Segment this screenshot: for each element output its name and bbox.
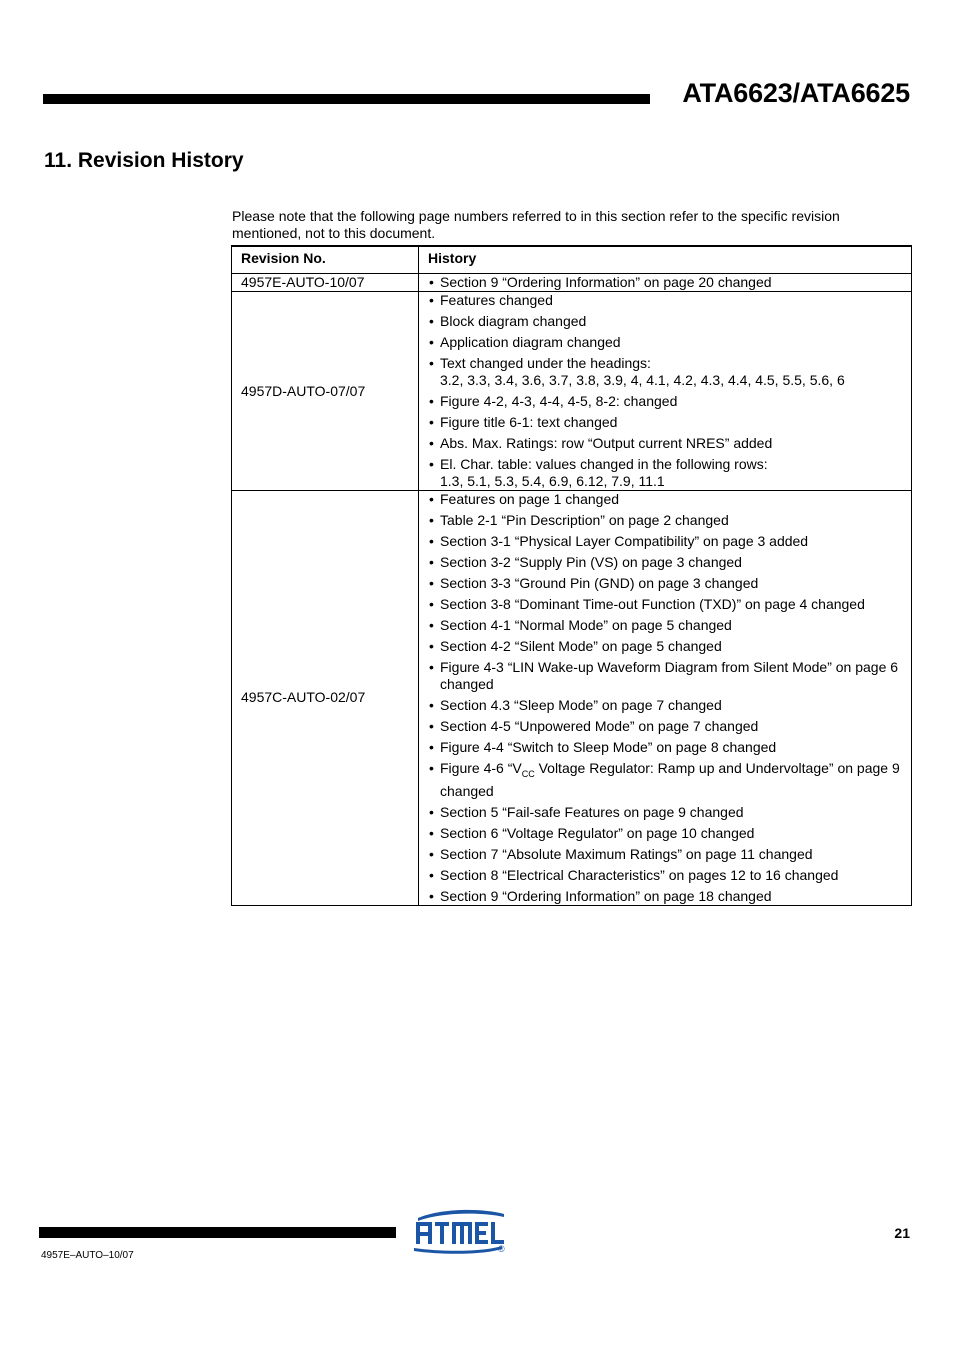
table-row <box>232 274 912 292</box>
list-item: • Section 9 “Ordering Information” on page 18 changed <box>428 888 902 905</box>
history-list <box>428 292 902 490</box>
intro-paragraph: Please note that the following page numbers referred to in this section refer to the specific revision mentioned, not to this document. <box>232 208 840 241</box>
revision-number-cell: 4957C-AUTO-02/07 <box>232 491 419 906</box>
list-item: • Section 3-8 “Dominant Time-out Function (TXD)” on page 4 changed <box>428 596 902 613</box>
list-item: • Figure 4-3 “LIN Wake-up Waveform Diagram from Silent Mode” on page 6 changed <box>428 659 902 693</box>
list-item: • Section 3-1 “Physical Layer Compatibility” on page 3 added <box>428 533 902 550</box>
column-header-history: History <box>419 246 912 274</box>
list-item: • Section 4-1 “Normal Mode” on page 5 changed <box>428 617 902 634</box>
column-header-revision: Revision No. <box>232 246 419 274</box>
atmel-logo <box>412 1208 510 1258</box>
history-cell <box>419 292 912 491</box>
list-item: • Application diagram changed <box>428 334 902 351</box>
logo-registered-mark: ® <box>498 1244 505 1254</box>
list-item: • Block diagram changed <box>428 313 902 330</box>
footer-rule <box>39 1227 396 1238</box>
list-item: • Figure title 6-1: text changed <box>428 414 902 431</box>
list-item: • Section 4.3 “Sleep Mode” on page 7 changed <box>428 697 902 714</box>
section-title: 11. Revision History <box>44 149 244 172</box>
list-item: • Figure 4-6 “$V_{CC}$ Voltage Regulator: Ramp up and Undervoltage” on page 9 changed <box>428 760 902 800</box>
list-item: • Section 5 “Fail-safe Features on page 9 changed <box>428 804 902 821</box>
list-item: • Figure 4-2, 4-3, 4-4, 4-5, 8-2: changed <box>428 393 902 410</box>
list-item: • Abs. Max. Ratings: row “Output current NRES” added <box>428 435 902 452</box>
history-cell <box>419 491 912 906</box>
list-item: • Section 7 “Absolute Maximum Ratings” on page 11 changed <box>428 846 902 863</box>
history-list <box>428 491 902 905</box>
list-item: • Section 3-2 “Supply Pin (VS) on page 3 changed <box>428 554 902 571</box>
revision-history-table <box>231 245 912 906</box>
table-row <box>232 491 912 906</box>
list-item: • Section 6 “Voltage Regulator” on page 10 changed <box>428 825 902 842</box>
list-item: • Features on page 1 changed <box>428 491 902 508</box>
page-number: 21 <box>894 1225 910 1241</box>
list-item: • Features changed <box>428 292 902 309</box>
header-rule <box>43 94 650 104</box>
table-header-row <box>232 246 912 274</box>
revision-number-cell: 4957E-AUTO-10/07 <box>232 274 419 292</box>
list-item: • Section 3-3 “Ground Pin (GND) on page 3 changed <box>428 575 902 592</box>
list-item: • Section 8 “Electrical Characteristics” on pages 12 to 16 changed <box>428 867 902 884</box>
list-item: • Section 9 “Ordering Information” on page 20 changed <box>428 274 902 291</box>
list-item: • El. Char. table: values changed in the following rows: 1.3, 5.1, 5.3, 5.4, 6.9, 6.12, 7.9, 11.1 <box>428 456 902 490</box>
list-item: • Section 4-5 “Unpowered Mode” on page 7 changed <box>428 718 902 735</box>
revision-number-cell: 4957D-AUTO-07/07 <box>232 292 419 491</box>
history-list <box>428 274 902 291</box>
list-item: • Text changed under the headings: 3.2, 3.3, 3.4, 3.6, 3.7, 3.8, 3.9, 4, 4.1, 4.2, 4.3, 4.4, 4.5, 5.5, 5.6, 6 <box>428 355 902 389</box>
list-item: • Section 4-2 “Silent Mode” on page 5 changed <box>428 638 902 655</box>
list-item: • Figure 4-4 “Switch to Sleep Mode” on page 8 changed <box>428 739 902 756</box>
document-code: 4957E–AUTO–10/07 <box>41 1250 134 1261</box>
document-title: ATA6623/ATA6625 <box>682 78 910 108</box>
list-item: • Table 2-1 “Pin Description” on page 2 changed <box>428 512 902 529</box>
history-cell <box>419 274 912 292</box>
table-row <box>232 292 912 491</box>
